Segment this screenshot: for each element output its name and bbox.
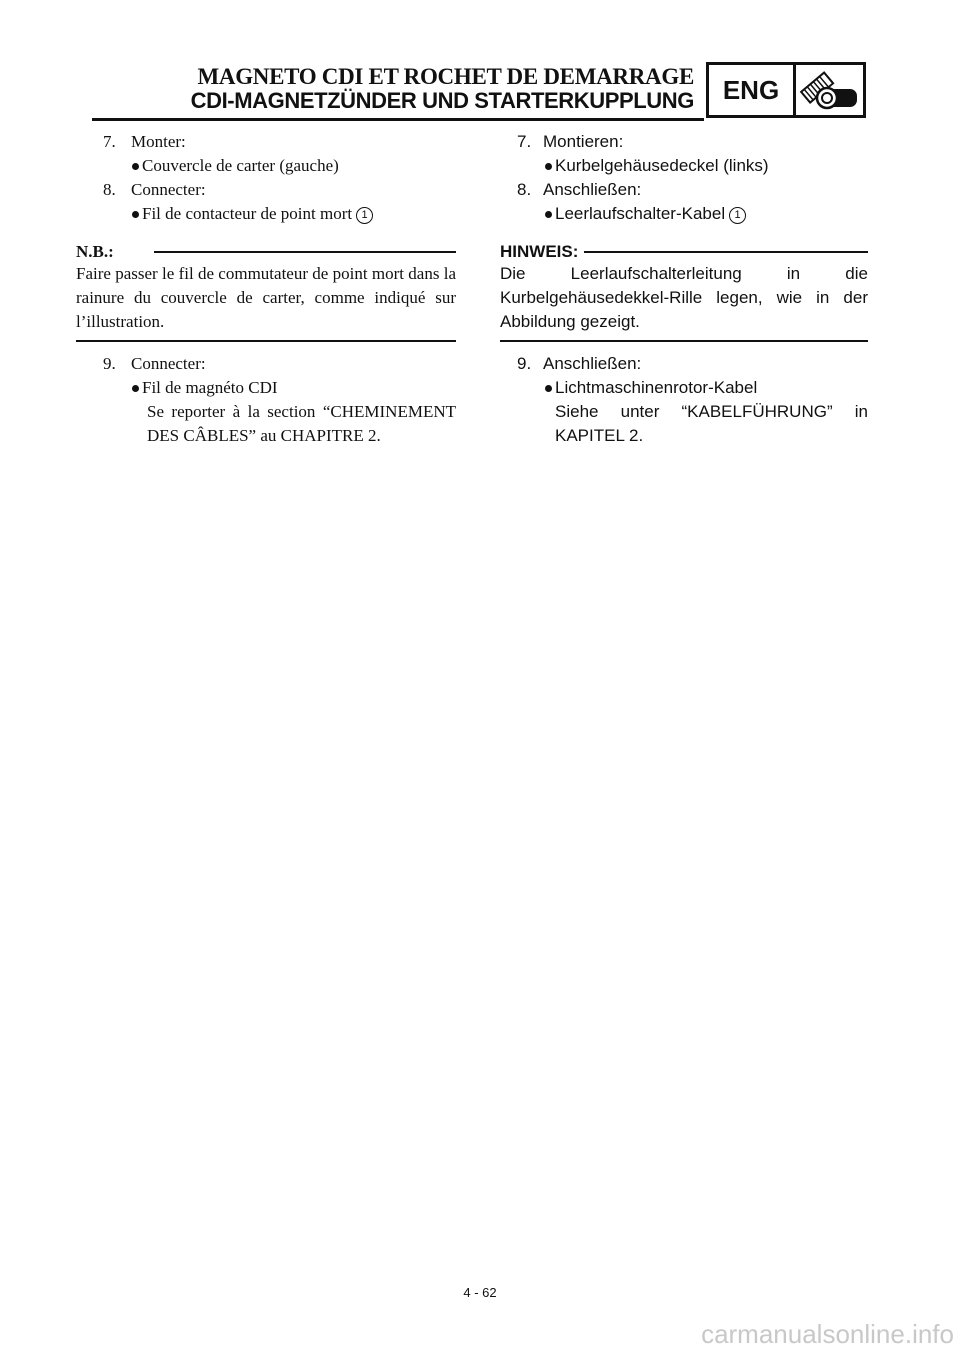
step-label: Montieren: (543, 132, 624, 151)
fr-step-9-sub1: Se reporter à la section “CHEMINEMENT (147, 402, 456, 421)
note-rule-bottom (76, 340, 456, 342)
step-label: Anschließen: (543, 180, 642, 199)
fr-note-header (76, 240, 456, 260)
item-text: Couvercle de carter (gauche) (142, 156, 339, 175)
de-step-9-sub2: KAPITEL 2. (555, 426, 644, 445)
step-label: Anschließen: (543, 354, 642, 373)
french-column (76, 130, 456, 448)
de-step-7 (500, 130, 868, 154)
page-number: 4 - 62 (463, 1285, 497, 1300)
de-step-7-item (500, 154, 868, 178)
bullet-icon (545, 211, 552, 218)
eng-badge (706, 62, 866, 118)
engine-wrench-icon (796, 65, 863, 115)
note-rule-bottom (500, 340, 868, 342)
item-text: Fil de magnéto CDI (142, 378, 278, 397)
note-rule-top (584, 251, 868, 253)
eng-label: ENG (709, 65, 796, 115)
step-number: 9. (517, 354, 532, 373)
de-note-text: Die Leerlaufschalterleitung in die Kurbelgehäusedekkel-Rille legen, wie in der Abbildung gezeigt. (500, 264, 868, 331)
note-label: HINWEIS: (500, 242, 584, 261)
section-title-de: CDI-MAGNETZÜNDER UND STARTERKUPPLUNG (190, 88, 694, 113)
step-number: 7. (517, 132, 532, 151)
section-title-fr: MAGNETO CDI ET ROCHET DE DEMARRAGE (197, 64, 694, 89)
bullet-icon (132, 211, 139, 218)
de-note-header (500, 240, 868, 260)
step-number: 8. (517, 180, 532, 199)
step-label: Monter: (131, 132, 186, 151)
fr-note-text: Faire passer le fil de commutateur de point mort dans la rainure du couvercle de carter, comme indiqué sur l’illustration. (76, 264, 456, 331)
note-rule-top (154, 251, 456, 253)
item-text: Fil de contacteur de point mort (142, 204, 353, 223)
watermark: carmanualsonline.info (701, 1319, 954, 1349)
bullet-icon (132, 163, 139, 170)
step-number: 8. (103, 180, 116, 199)
de-step-9-item (500, 376, 868, 400)
step-label: Connecter: (131, 354, 206, 373)
step-number: 7. (103, 132, 116, 151)
fr-step-7-item (76, 154, 456, 178)
note-label: N.B.: (76, 242, 120, 261)
step-label: Connecter: (131, 180, 206, 199)
bullet-icon (545, 163, 552, 170)
item-text: Lichtmaschinenrotor-Kabel (555, 378, 758, 397)
bullet-icon (545, 385, 552, 392)
de-step-8 (500, 178, 868, 202)
item-text: Leerlaufschalter-Kabel (555, 204, 726, 223)
fr-step-9 (76, 352, 456, 376)
fr-step-8-item (76, 202, 456, 226)
step-number: 9. (103, 354, 116, 373)
fr-step-9-item (76, 376, 456, 400)
fr-step-7 (76, 130, 456, 154)
german-column (500, 130, 868, 448)
callout-ref: 1 (729, 207, 746, 224)
bullet-icon (132, 385, 139, 392)
callout-ref: 1 (356, 207, 373, 224)
fr-step-8 (76, 178, 456, 202)
item-text: Kurbelgehäusedeckel (links) (555, 156, 769, 175)
de-step-9 (500, 352, 868, 376)
header-rule (92, 118, 704, 121)
fr-step-9-sub2: DES CÂBLES” au CHAPITRE 2. (147, 426, 381, 445)
de-step-8-item (500, 202, 868, 226)
de-step-9-sub1: Siehe unter “KABELFÜHRUNG” in (555, 402, 868, 421)
